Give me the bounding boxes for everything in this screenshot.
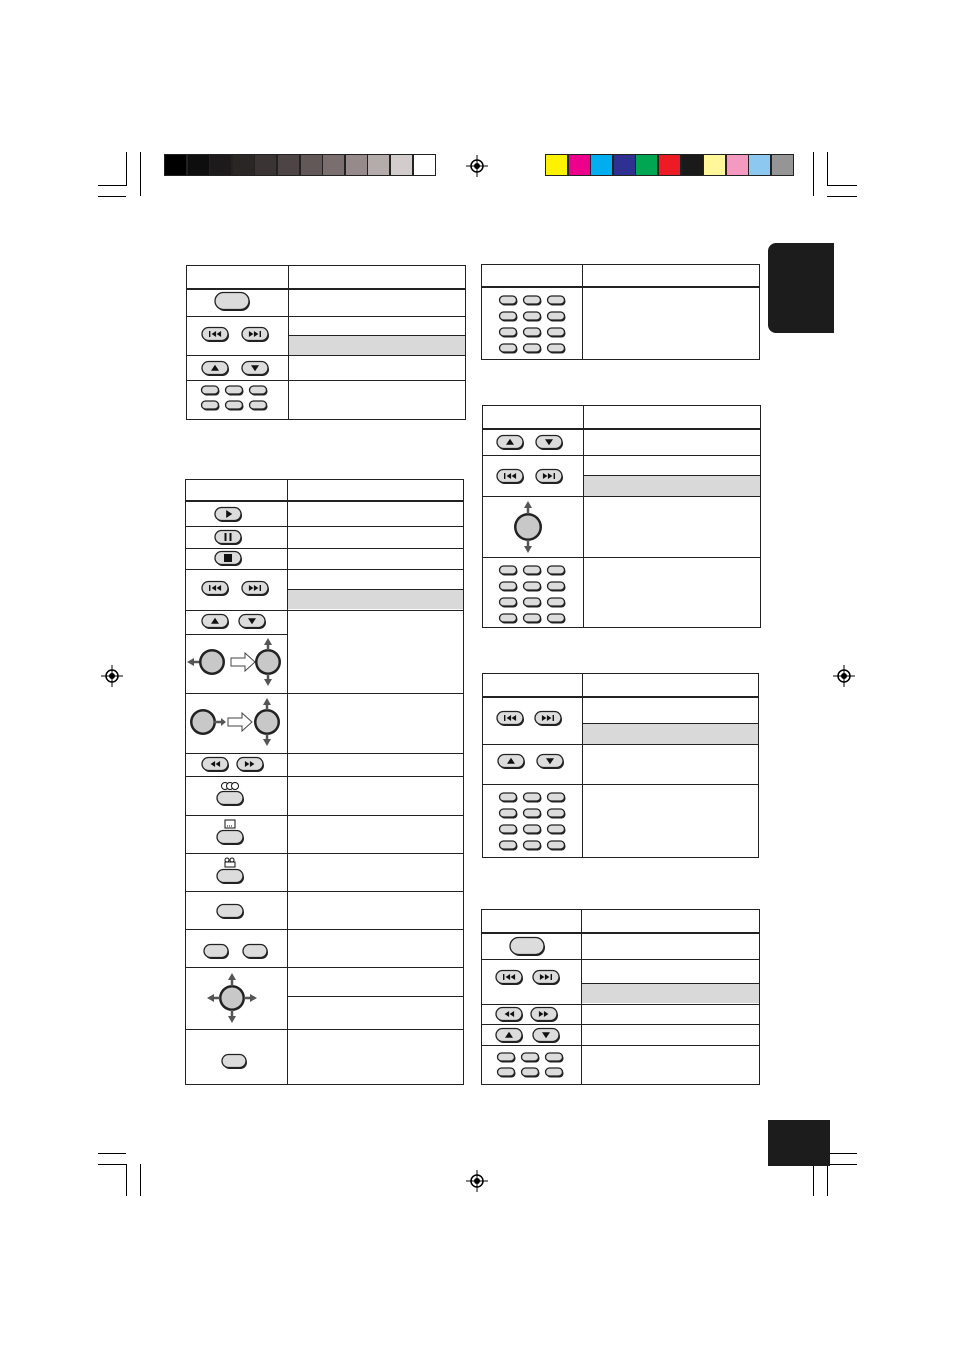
oval-button-icon (215, 293, 250, 312)
angle-camera-icon (217, 858, 244, 884)
rewind-forward-icon (496, 1008, 558, 1023)
skip-prev-next-icon (496, 971, 560, 986)
up-down-arrow-icon (202, 615, 266, 630)
oval-button-icon (510, 938, 545, 957)
number-keypad-icon (500, 296, 566, 354)
number-keypad-icon (202, 386, 268, 411)
number-keypad-icon (498, 1053, 564, 1078)
number-keypad-icon (500, 566, 566, 624)
oval-button-icon (222, 1055, 247, 1070)
rewind-forward-icon (202, 758, 264, 773)
joystick-icon (187, 638, 281, 686)
joystick-icon (190, 698, 280, 746)
up-down-arrow-icon (498, 755, 564, 770)
skip-prev-next-icon (202, 582, 269, 597)
skip-prev-next-icon (202, 328, 269, 343)
stop-icon (215, 552, 242, 567)
skip-prev-next-icon (497, 712, 562, 727)
oval-button-icon (204, 945, 268, 960)
up-down-arrow-icon (202, 362, 269, 377)
audio-icon (217, 783, 244, 807)
play-icon (215, 508, 242, 523)
joystick-icon (207, 973, 257, 1023)
up-down-arrow-icon (497, 436, 563, 451)
subtitle-icon (217, 820, 244, 845)
skip-prev-next-icon (497, 470, 563, 485)
joystick-icon (514, 501, 542, 553)
oval-button-icon (217, 905, 244, 920)
number-keypad-icon (500, 793, 566, 851)
pause-icon (215, 531, 242, 546)
up-down-arrow-icon (496, 1029, 560, 1044)
